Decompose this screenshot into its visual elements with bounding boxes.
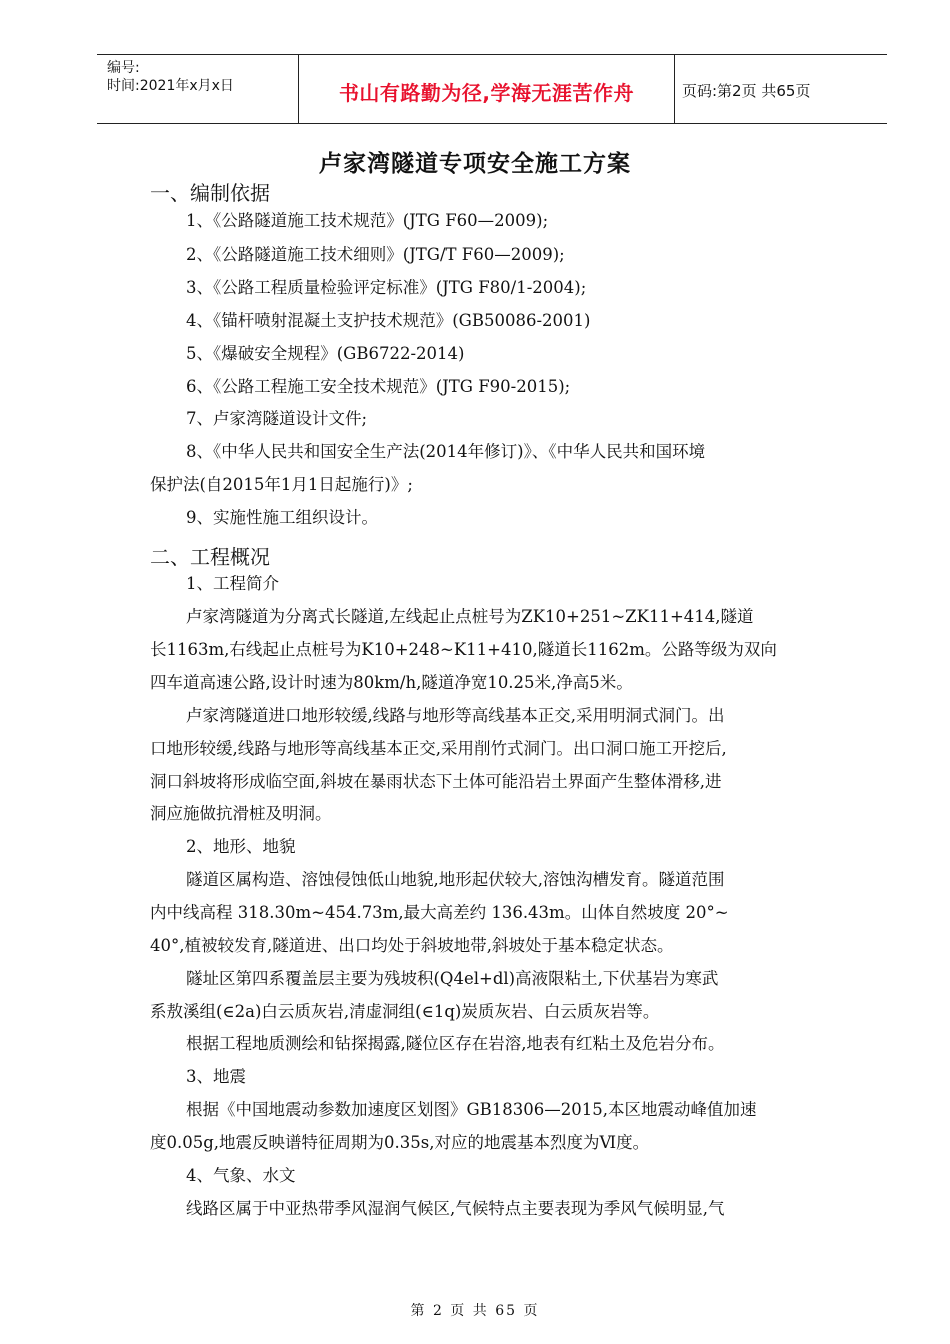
paragraph-line: 口地形较缓,线路与地形等高线基本正交,采用削竹式洞门。出口洞口施工开挖后, [150, 739, 727, 758]
page-header [97, 54, 887, 124]
basis-item: 2、《公路隧道施工技术细则》(JTG/T F60—2009); [186, 245, 565, 264]
basis-item: 4、《锚杆喷射混凝土支护技术规范》(GB50086-2001) [186, 311, 591, 330]
paragraph-line: 根据工程地质测绘和钻探揭露,隧位区存在岩溶,地表有红粘土及危岩分布。 [186, 1034, 725, 1053]
basis-item: 3、《公路工程质量检验评定标准》(JTG F80/1-2004); [186, 278, 587, 297]
paragraph-line: 隧址区第四系覆盖层主要为残坡积(Q4el+dl)高液限粘土,下伏基岩为寒武 [186, 969, 719, 988]
header-middle-cell [298, 55, 675, 123]
subsection-heading: 3、地震 [186, 1067, 246, 1086]
page-footer: 第 2 页 共 65 页 [410, 1303, 540, 1319]
paragraph-line: 卢家湾隧道进口地形较缓,线路与地形等高线基本正交,采用明洞式洞门。出 [186, 706, 725, 725]
subsection-heading: 1、工程简介 [186, 574, 279, 593]
subsection-heading: 4、气象、水文 [186, 1166, 296, 1185]
document-title: 卢家湾隧道专项安全施工方案 [319, 151, 631, 177]
paragraph-line: 线路区属于中亚热带季风湿润气候区,气候特点主要表现为季风气候明显,气 [186, 1199, 725, 1218]
paragraph-line: 内中线高程 318.30m~454.73m,最大高差约 136.43m。山体自然坡度 20°~ [150, 903, 729, 922]
paragraph-line: 根据《中国地震动参数加速度区划图》GB18306—2015,本区地震动峰值加速 [186, 1100, 757, 1119]
paragraph-line: 卢家湾隧道为分离式长隧道,左线起止点桩号为ZK10+251~ZK11+414,隧道 [186, 607, 754, 626]
basis-item: 8、《中华人民共和国安全生产法(2014年修订)》、《中华人民共和国环境 [186, 442, 706, 461]
header-page-code: 页码:第2页 共65页 [682, 82, 811, 100]
paragraph-line: 四车道高速公路,设计时速为80km/h,隧道净宽10.25米,净高5米。 [150, 673, 633, 692]
paragraph-line: 40°,植被较发育,隧道进、出口均处于斜坡地带,斜坡处于基本稳定状态。 [150, 936, 674, 955]
paragraph-line: 洞口斜坡将形成临空面,斜坡在暴雨状态下土体可能沿岩土界面产生整体滑移,进 [150, 772, 722, 791]
subsection-heading: 2、地形、地貌 [186, 837, 296, 856]
basis-item: 5、《爆破安全规程》(GB6722-2014) [186, 344, 465, 363]
basis-item: 6、《公路工程施工安全技术规范》(JTG F90-2015); [186, 377, 571, 396]
paragraph-line: 度0.05g,地震反映谱特征周期为0.35s,对应的地震基本烈度为Ⅵ度。 [150, 1133, 650, 1152]
header-motto: 书山有路勤为径,学海无涯苦作舟 [338, 81, 635, 105]
document-number: 编号: [107, 60, 140, 76]
paragraph-line: 隧道区属构造、溶蚀侵蚀低山地貌,地形起伏较大,溶蚀沟槽发育。隧道范围 [186, 870, 725, 889]
section-heading-basis: 一、编制依据 [150, 181, 270, 205]
paragraph-line: 洞应施做抗滑桩及明洞。 [150, 804, 332, 823]
document-time: 时间:2021年x月x日 [107, 78, 234, 94]
header-right-cell [674, 55, 887, 123]
basis-item: 7、卢家湾隧道设计文件; [186, 409, 368, 428]
paragraph-line: 长1163m,右线起止点桩号为K10+248~K11+410,隧道长1162m。公路等级为双向 [150, 640, 777, 659]
section-heading-overview: 二、工程概况 [150, 545, 270, 569]
paragraph-line: 系敖溪组(∈2a)白云质灰岩,清虚洞组(∈1q)炭质灰岩、白云质灰岩等。 [150, 1002, 660, 1021]
basis-item-continued: 保护法(自2015年1月1日起施行)》; [150, 475, 413, 494]
basis-item: 1、《公路隧道施工技术规范》(JTG F60—2009); [186, 211, 549, 230]
basis-item: 9、实施性施工组织设计。 [186, 508, 378, 527]
header-left-cell [97, 55, 298, 123]
